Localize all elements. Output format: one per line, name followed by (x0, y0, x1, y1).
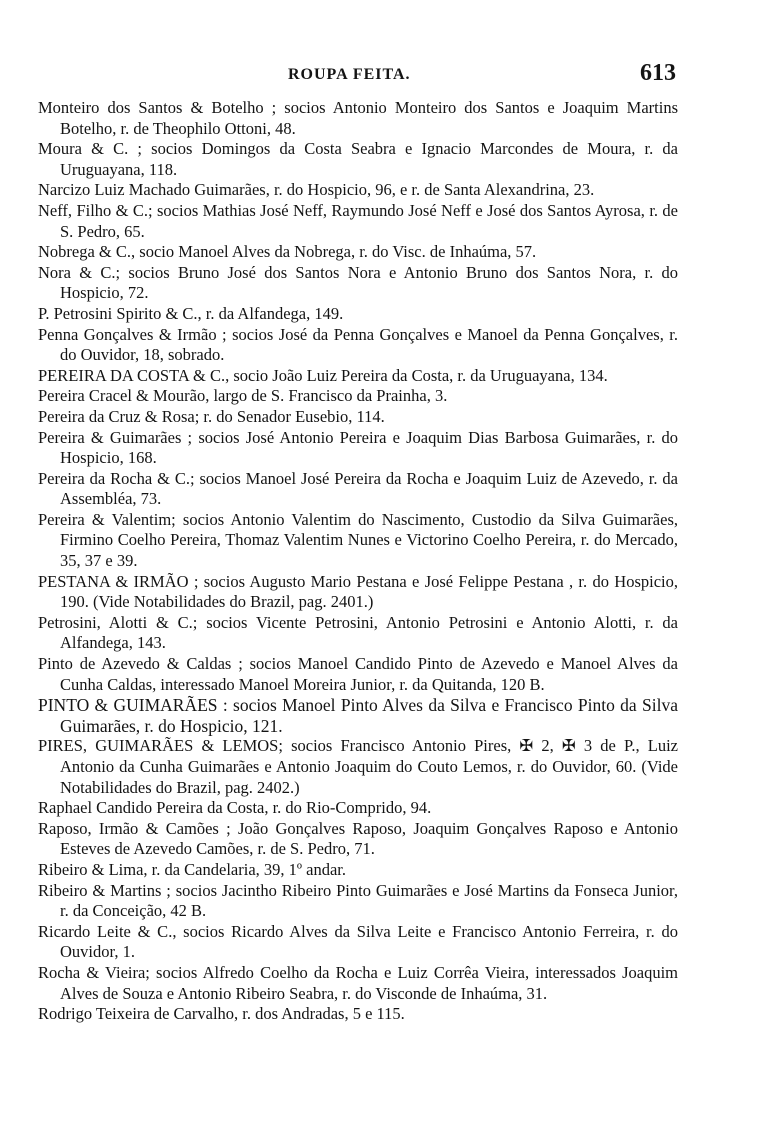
directory-entry: Raphael Candido Pereira da Costa, r. do Rio-Comprido, 94. (38, 798, 432, 818)
directory-entry: Pereira Cracel & Mourão, largo de S. Francisco da Prainha, 3. (38, 386, 448, 406)
directory-entry: Pinto de Azevedo & Caldas ; socios Manoel Candido Pinto de Azevedo e Manoel Alves da Cunha Caldas, interessado Manoel Moreira Junior, r. da Quitanda, 120 B. (38, 654, 678, 694)
directory-entry: PIRES, GUIMARÃES & LEMOS; socios Francisco Antonio Pires, ✠ 2, ✠ 3 de P., Luiz Antonio da Cunha Guimarães e Antonio Joaquim do Couto Lemos, r. do Ouvidor, 60. (Vide Notabilidades do Brazil, pag. 2402.) (38, 736, 678, 797)
directory-entry: Nora & C.; socios Bruno José dos Santos Nora e Antonio Bruno dos Santos Nora, r. do Hospicio, 72. (38, 262, 678, 303)
directory-entry: PEREIRA DA COSTA & C., socio João Luiz Pereira da Costa, r. da Uruguayana, 134. (38, 365, 608, 385)
directory-entries (38, 98, 678, 1025)
directory-entry: Pereira & Valentim; socios Antonio Valentim do Nascimento, Custodio da Silva Guimarães, Firmino Coelho Pereira, Thomaz Valentim Nunes e Victorino Coelho Pereira, r. do Mercado, 35, 37 e 39. (38, 509, 678, 571)
directory-entry: Ribeiro & Martins ; socios Jacintho Ribeiro Pinto Guimarães e José Martins da Fonseca Junior, r. da Conceição, 42 B. (38, 880, 678, 921)
directory-entry: Penna Gonçalves & Irmão ; socios José da Penna Gonçalves e Manoel da Penna Gonçalves, r. do Ouvidor, 18, sobrado. (38, 324, 678, 365)
directory-entry: Raposo, Irmão & Camões ; João Gonçalves Raposo, Joaquim Gonçalves Raposo e Antonio Esteves de Azevedo Camões, r. de S. Pedro, 71. (38, 818, 678, 859)
page-header (38, 60, 678, 90)
directory-entry: Ricardo Leite & C., socios Ricardo Alves da Silva Leite e Francisco Antonio Ferreira, r. do Ouvidor, 1. (38, 921, 678, 962)
directory-entry: Rocha & Vieira; socios Alfredo Coelho da Rocha e Luiz Corrêa Vieira, interessados Joaquim Alves de Souza e Antonio Ribeiro Seabra, r. do Visconde de Inhaúma, 31. (38, 962, 678, 1003)
page-number: 613 (640, 60, 676, 86)
directory-entry: Moura & C. ; socios Domingos da Costa Seabra e Ignacio Marcondes de Moura, r. da Uruguayana, 118. (38, 139, 678, 179)
directory-entry: Pereira & Guimarães ; socios José Antonio Pereira e Joaquim Dias Barbosa Guimarães, r. do Hospicio, 168. (38, 427, 678, 468)
directory-entry: Nobrega & C., socio Manoel Alves da Nobrega, r. do Visc. de Inhaúma, 57. (38, 242, 537, 262)
directory-entry: PINTO & GUIMARÃES : socios Manoel Pinto Alves da Silva e Francisco Pinto da Silva Guimarães, r. do Hospicio, 121. (38, 695, 678, 736)
directory-entry: Narcizo Luiz Machado Guimarães, r. do Hospicio, 96, e r. de Santa Alexandrina, 23. (38, 180, 595, 200)
directory-entry: Pereira da Rocha & C.; socios Manoel José Pereira da Rocha e Joaquim Luiz de Azevedo, r. da Assembléa, 73. (38, 468, 678, 509)
running-title: ROUPA FEITA. (288, 66, 411, 83)
directory-entry: PESTANA & IRMÃO ; socios Augusto Mario Pestana e José Felippe Pestana , r. do Hospicio, 190. (Vide Notabilidades do Brazil, pag. 2401.) (38, 571, 678, 612)
directory-entry: Pereira da Cruz & Rosa; r. do Senador Eusebio, 114. (38, 406, 385, 426)
directory-entry: Monteiro dos Santos & Botelho ; socios Antonio Monteiro dos Santos e Joaquim Martins Botelho, r. de Theophilo Ottoni, 48. (38, 98, 678, 138)
directory-entry: Neff, Filho & C.; socios Mathias José Neff, Raymundo José Neff e José dos Santos Ayrosa, r. de S. Pedro, 65. (38, 200, 678, 241)
directory-entry: Rodrigo Teixeira de Carvalho, r. dos Andradas, 5 e 115. (38, 1004, 405, 1024)
directory-entry: P. Petrosini Spirito & C., r. da Alfandega, 149. (38, 303, 344, 323)
directory-entry: Petrosini, Alotti & C.; socios Vicente Petrosini, Antonio Petrosini e Antonio Alotti, r. da Alfandega, 143. (38, 612, 678, 653)
directory-entry: Ribeiro & Lima, r. da Candelaria, 39, 1º andar. (38, 859, 346, 879)
